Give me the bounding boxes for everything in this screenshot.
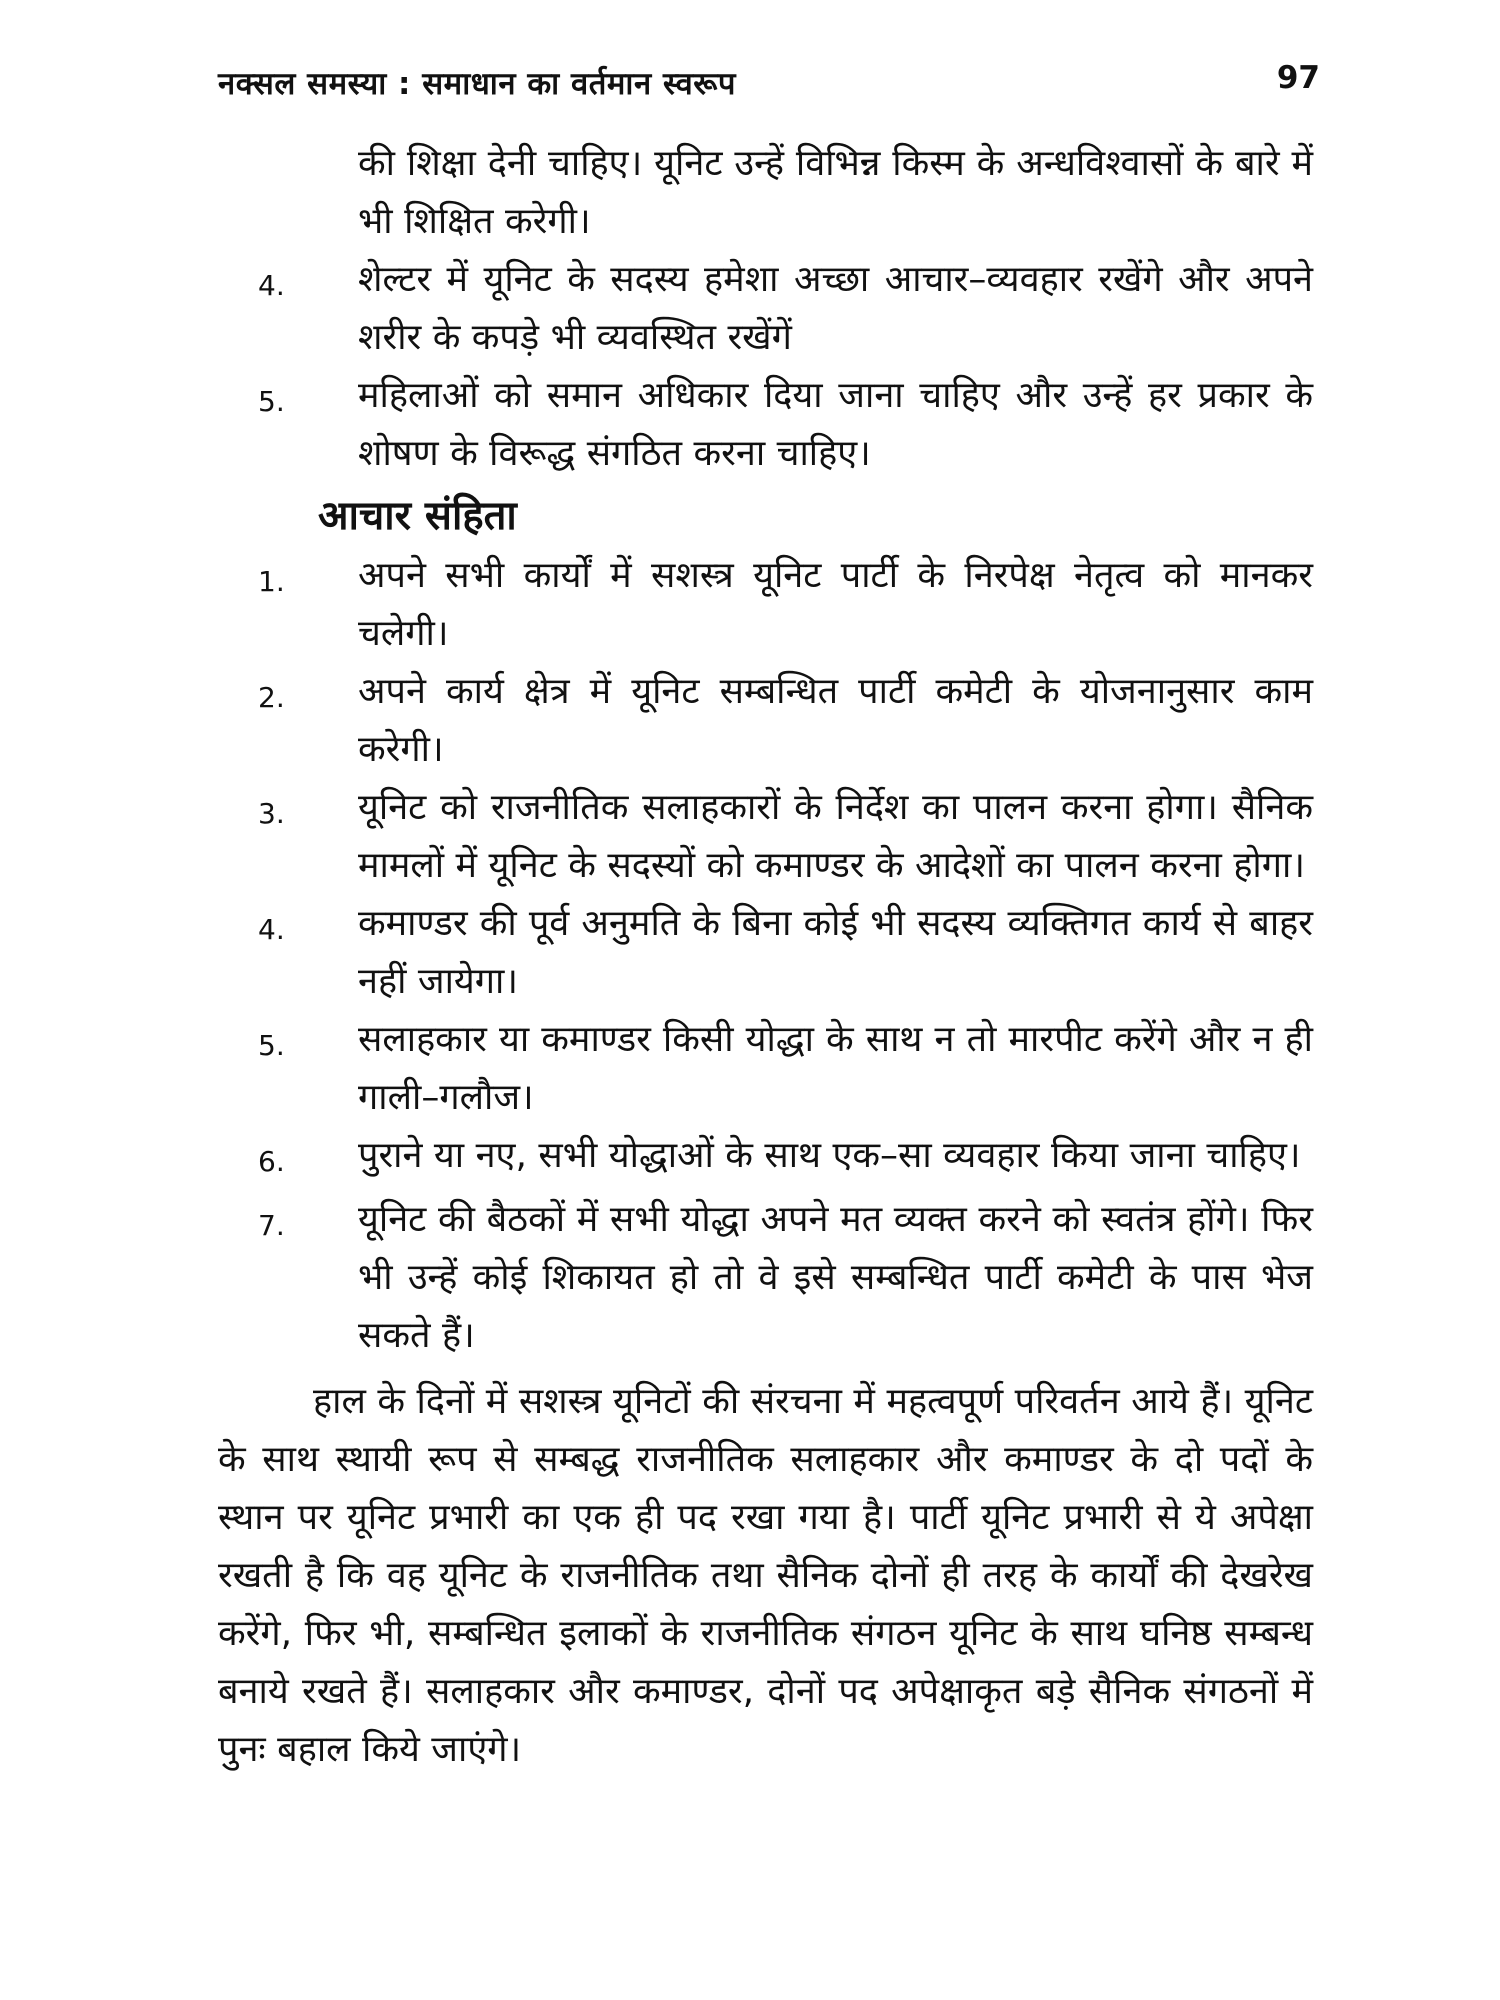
list-text: महिलाओं को समान अधिकार दिया जाना चाहिए और उन्हें हर प्रकार के शोषण के विरूद्ध संगठित करना चाहिए। [358, 375, 1313, 474]
list-item [218, 547, 1313, 663]
list-item [218, 895, 1313, 1011]
continuation-text: की शिक्षा देनी चाहिए। यूनिट उन्हें विभिन्न किस्म के अन्धविश्वासों के बारे में भी शिक्षित करेगी। [358, 143, 1313, 242]
list-text: कमाण्डर की पूर्व अनुमति के बिना कोई भी सदस्य व्यक्तिगत कार्य से बाहर नहीं जायेगा। [358, 903, 1313, 1002]
list-number: 4. [258, 913, 285, 946]
list-number: 6. [258, 1145, 285, 1178]
list-text: यूनिट को राजनीतिक सलाहकारों के निर्देश का पालन करना होगा। सैनिक मामलों में यूनिट के सदस्यों को कमाण्डर के आदेशों का पालन करना होगा। [358, 787, 1313, 886]
list-number: 1. [258, 565, 285, 598]
list-number: 7. [258, 1209, 285, 1242]
list-number: 5. [258, 1029, 285, 1062]
list-item [218, 779, 1313, 895]
closing-paragraph: हाल के दिनों में सशस्त्र यूनिटों की संरचना में महत्वपूर्ण परिवर्तन आये हैं। यूनिट के साथ स्थायी रूप से सम्बद्ध राजनीतिक सलाहकार और कमाण्डर के दो पदों के स्थान पर यूनिट प्रभारी का एक ही पद रखा गया है। पार्टी यूनिट प्रभारी से ये अपेक्षा रखती है कि वह यूनिट के राजनीतिक तथा सैनिक दोनों ही तरह के कार्यों की देखरेख करेंगे, फिर भी, सम्बन्धित इलाकों के राजनीतिक संगठन यूनिट के साथ घनिष्ठ सम्बन्ध बनाये रखते हैं। सलाहकार और कमाण्डर, दोनों पद अपेक्षाकृत बड़े सैनिक संगठनों में पुनः बहाल किये जाएंगे। [218, 1381, 1313, 1770]
running-title: नक्सल समस्या : समाधान का वर्तमान स्वरूप [218, 66, 736, 102]
section-heading: आचार संहिता [318, 493, 517, 539]
list-item [218, 1011, 1313, 1127]
list-number: 2. [258, 681, 285, 714]
list-text: शेल्टर में यूनिट के सदस्य हमेशा अच्छा आचार–व्यवहार रखेंगे और अपने शरीर के कपड़े भी व्यवस्थित रखेंगें [358, 259, 1313, 358]
list-text: अपने कार्य क्षेत्र में यूनिट सम्बन्धित पार्टी कमेटी के योजनानुसार काम करेगी। [358, 671, 1313, 770]
list-item [218, 251, 1313, 367]
page-number: 97 [1276, 60, 1320, 96]
body-text [218, 135, 1313, 1779]
list-text: यूनिट की बैठकों में सभी योद्धा अपने मत व्यक्त करने को स्वतंत्र होंगे। फिर भी उन्हें कोई शिकायत हो तो वे इसे सम्बन्धित पार्टी कमेटी के पास भेज सकते हैं। [358, 1199, 1313, 1356]
list-item [218, 663, 1313, 779]
list-text: पुराने या नए, सभी योद्धाओं के साथ एक–सा व्यवहार किया जाना चाहिए। [358, 1135, 1301, 1176]
list-item [218, 1191, 1313, 1365]
list-number: 5. [258, 385, 285, 418]
list-text: अपने सभी कार्यों में सशस्त्र यूनिट पार्टी के निरपेक्ष नेतृत्व को मानकर चलेगी। [358, 555, 1313, 654]
list-item [218, 367, 1313, 483]
list-number: 3. [258, 797, 285, 830]
list-item [218, 1127, 1313, 1191]
list-number: 4. [258, 269, 285, 302]
list-text: सलाहकार या कमाण्डर किसी योद्धा के साथ न तो मारपीट करेंगे और न ही गाली–गलौज। [358, 1019, 1313, 1118]
